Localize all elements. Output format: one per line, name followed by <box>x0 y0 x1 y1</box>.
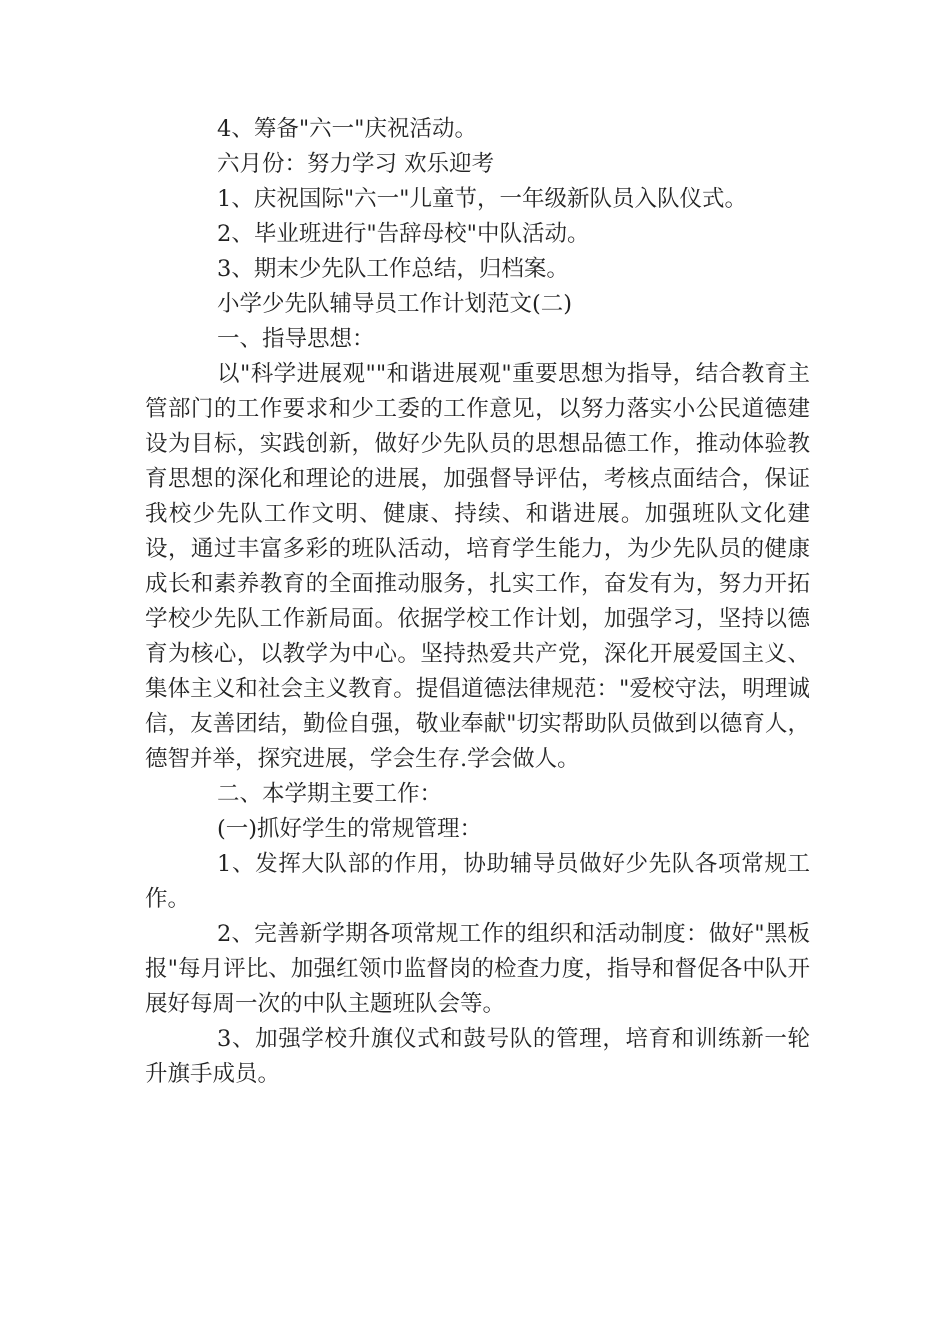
paragraph: 以"科学进展观""和谐进展观"重要思想为指导，结合教育主管部门的工作要求和少工委的工作意见，以努力落实小公民道德建设为目标，实践创新，做好少先队员的思想品德工作，推动体验教育思想的深化和理论的进展，加强督导评估，考核点面结合，保证我校少先队工作文明、健康、持续、和谐进展。加强班队文化建设，通过丰富多彩的班队活动，培育学生能力，为少先队员的健康成长和素养教育的全面推动服务，扎实工作，奋发有为，努力开拓学校少先队工作新局面。依据学校工作计划，加强学习，坚持以德育为核心，以教学为中心。坚持热爱共产党，深化开展爱国主义、集体主义和社会主义教育。提倡道德法律规范："爱校守法，明理诚信，友善团结，勤俭自强，敬业奉献"切实帮助队员做到以德育人，德智并举，探究进展，学会生存.学会做人。 <box>145 361 810 772</box>
section-heading: 一、指导思想： <box>217 326 375 352</box>
subsection-heading: (一)抓好学生的常规管理： <box>217 816 483 842</box>
paragraph: 3、期末少先队工作总结，归档案。 <box>217 256 569 282</box>
paragraph: 3、加强学校升旗仪式和鼓号队的管理，培育和训练新一轮升旗手成员。 <box>145 1026 810 1087</box>
document-body <box>145 112 810 1092</box>
paragraph: 2、完善新学期各项常规工作的组织和活动制度：做好"黑板报"每月评比、加强红领巾监督岗的检查力度，指导和督促各中队开展好每周一次的中队主题班队会等。 <box>145 921 810 1017</box>
paragraph: 1、发挥大队部的作用，协助辅导员做好少先队各项常规工作。 <box>145 851 810 912</box>
paragraph: 2、毕业班进行"告辞母校"中队活动。 <box>217 221 590 247</box>
document-title: 小学少先队辅导员工作计划范文(二) <box>217 291 573 317</box>
section-heading: 六月份：努力学习 欢乐迎考 <box>217 151 495 177</box>
paragraph: 1、庆祝国际"六一"儿童节，一年级新队员入队仪式。 <box>217 186 748 212</box>
section-heading: 二、本学期主要工作： <box>217 781 443 807</box>
paragraph: 4、筹备"六一"庆祝活动。 <box>217 116 478 142</box>
